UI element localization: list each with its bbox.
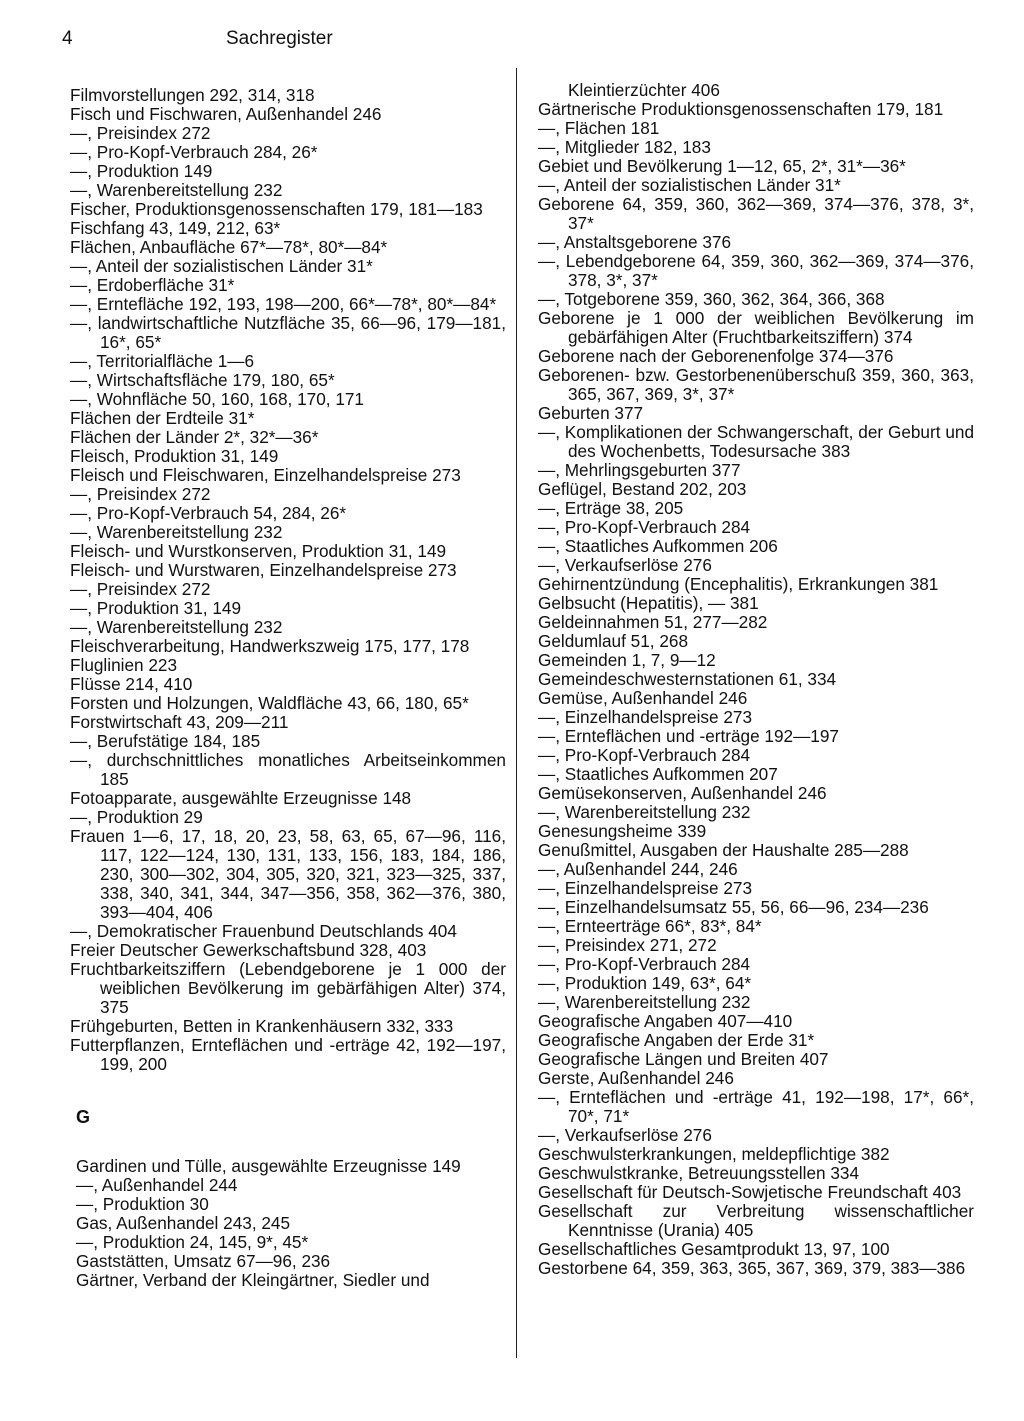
index-entry: —, Pro-Kopf-Verbrauch 284 bbox=[538, 517, 751, 537]
index-entry: Fleisch, Produktion 31, 149 bbox=[70, 446, 279, 466]
index-entry: —, Preisindex 271, 272 bbox=[538, 935, 717, 955]
index-entry: Gardinen und Tülle, ausgewählte Erzeugnisse 149 bbox=[76, 1156, 461, 1176]
index-entry: Fleisch- und Wurstwaren, Einzelhandelspreise 273 bbox=[70, 560, 457, 580]
index-entry: Flächen der Länder 2*, 32*—36* bbox=[70, 427, 319, 447]
index-entry: Gemeinden 1, 7, 9—12 bbox=[538, 650, 716, 670]
index-entry: —, Demokratischer Frauenbund Deutschlands 404 bbox=[70, 921, 457, 941]
index-entry: Genesungsheime 339 bbox=[538, 821, 707, 841]
index-entry: —, Warenbereitstellung 232 bbox=[538, 992, 751, 1012]
index-entry: Geografische Längen und Breiten 407 bbox=[538, 1049, 829, 1069]
index-entry: Gärtnerische Produktionsgenossenschaften 179, 181 bbox=[538, 99, 944, 119]
index-entry: Gesellschaft für Deutsch-Sowjetische Freundschaft 403 bbox=[538, 1182, 962, 1202]
index-entry: Gemüsekonserven, Außenhandel 246 bbox=[538, 783, 827, 803]
index-entry: —, Pro-Kopf-Verbrauch 54, 284, 26* bbox=[70, 503, 347, 523]
index-entry: Geografische Angaben der Erde 31* bbox=[538, 1030, 815, 1050]
column-divider bbox=[516, 68, 517, 1358]
index-entry: Geldeinnahmen 51, 277—282 bbox=[538, 612, 768, 632]
index-entry: Gesellschaft zur Verbreitung wissenschaftlicher Kenntnisse (Urania) 405 bbox=[538, 1201, 974, 1240]
index-entry: Flächen der Erdteile 31* bbox=[70, 408, 255, 428]
index-entry: —, Komplikationen der Schwangerschaft, der Geburt und des Wochenbetts, Todesursache 383 bbox=[538, 422, 974, 461]
index-entry: —, Ernteflächen und -erträge 41, 192—198, 17*, 66*, 70*, 71* bbox=[538, 1087, 974, 1126]
index-entry: —, Anstaltsgeborene 376 bbox=[538, 232, 732, 252]
index-column-right bbox=[538, 81, 974, 1278]
index-entry: Geburten 377 bbox=[538, 403, 644, 423]
page-number: 4 bbox=[62, 28, 73, 49]
index-entry: —, Erträge 38, 205 bbox=[538, 498, 684, 518]
index-entry: —, Verkaufserlöse 276 bbox=[538, 1125, 712, 1145]
index-entry: —, Totgeborene 359, 360, 362, 364, 366, 368 bbox=[538, 289, 885, 309]
index-entry: Fisch und Fischwaren, Außenhandel 246 bbox=[70, 104, 382, 124]
index-entry: Fleisch- und Wurstkonserven, Produktion 31, 149 bbox=[70, 541, 447, 561]
index-entry: Gerste, Außenhandel 246 bbox=[538, 1068, 734, 1088]
index-entry: Kleintierzüchter 406 bbox=[568, 80, 720, 100]
index-entry: Fleischverarbeitung, Handwerkszweig 175, 177, 178 bbox=[70, 636, 470, 656]
index-entry: Fluglinien 223 bbox=[70, 655, 178, 675]
index-entry: —, Staatliches Aufkommen 206 bbox=[538, 536, 778, 556]
index-entry: Gelbsucht (Hepatitis), — 381 bbox=[538, 593, 759, 613]
index-entry: Gesellschaftliches Gesamtprodukt 13, 97, 100 bbox=[538, 1239, 890, 1259]
index-entry: Fischfang 43, 149, 212, 63* bbox=[70, 218, 281, 238]
index-entry: Flüsse 214, 410 bbox=[70, 674, 193, 694]
index-entry: Geldumlauf 51, 268 bbox=[538, 631, 689, 651]
index-entry: —, Wirtschaftsfläche 179, 180, 65* bbox=[70, 370, 335, 390]
index-entry: —, Produktion 31, 149 bbox=[70, 598, 242, 618]
index-entry: Geschwulstkranke, Betreuungsstellen 334 bbox=[538, 1163, 860, 1183]
index-entry: Geflügel, Bestand 202, 203 bbox=[538, 479, 747, 499]
index-entry: Gebiet und Bevölkerung 1—12, 65, 2*, 31*—36* bbox=[538, 156, 906, 176]
index-entry: —, Einzelhandelspreise 273 bbox=[538, 707, 753, 727]
index-entry: —, Verkaufserlöse 276 bbox=[538, 555, 712, 575]
index-entry: Geborenen- bzw. Gestorbenenüberschuß 359, 360, 363, 365, 367, 369, 3*, 37* bbox=[538, 365, 974, 404]
index-entry: Gestorbene 64, 359, 363, 365, 367, 369, 379, 383—386 bbox=[538, 1258, 966, 1278]
index-entry: —, Warenbereitstellung 232 bbox=[70, 522, 283, 542]
index-entry: —, Warenbereitstellung 232 bbox=[70, 180, 283, 200]
index-entry: Gaststätten, Umsatz 67—96, 236 bbox=[76, 1251, 331, 1271]
index-entry: —, Ernteerträge 66*, 83*, 84* bbox=[538, 916, 762, 936]
index-entry: Geografische Angaben 407—410 bbox=[538, 1011, 793, 1031]
index-entry: —, Preisindex 272 bbox=[70, 484, 211, 504]
index-entry: Genußmittel, Ausgaben der Haushalte 285—288 bbox=[538, 840, 909, 860]
index-entry: —, Anteil der sozialistischen Länder 31* bbox=[538, 175, 841, 195]
index-entry: —, Lebendgeborene 64, 359, 360, 362—369, 374—376, 378, 3*, 37* bbox=[538, 251, 974, 290]
index-entry: Gärtner, Verband der Kleingärtner, Siedler und bbox=[76, 1270, 430, 1290]
index-entry: —, Produktion 30 bbox=[76, 1194, 209, 1214]
index-entry: Geborene je 1 000 der weiblichen Bevölkerung im gebärfähigen Alter (Fruchtbarkeitsziffern) 374 bbox=[538, 308, 974, 347]
index-entry: —, Preisindex 272 bbox=[70, 579, 211, 599]
index-entry: —, Warenbereitstellung 232 bbox=[70, 617, 283, 637]
index-entry: Fischer, Produktionsgenossenschaften 179, 181—183 bbox=[70, 199, 483, 219]
index-entry: Fleisch und Fleischwaren, Einzelhandelspreise 273 bbox=[70, 465, 461, 485]
index-entry: Geschwulsterkrankungen, meldepflichtige 382 bbox=[538, 1144, 890, 1164]
index-entry: —, Einzelhandelspreise 273 bbox=[538, 878, 753, 898]
index-entry: —, Anteil der sozialistischen Länder 31* bbox=[70, 256, 373, 276]
index-entry: Flächen, Anbaufläche 67*—78*, 80*—84* bbox=[70, 237, 388, 257]
index-entry: —, Pro-Kopf-Verbrauch 284, 26* bbox=[70, 142, 318, 162]
index-entry: —, Produktion 24, 145, 9*, 45* bbox=[76, 1232, 309, 1252]
index-entry: Freier Deutscher Gewerkschaftsbund 328, 403 bbox=[70, 940, 427, 960]
index-entry: —, durchschnittliches monatliches Arbeitseinkommen 185 bbox=[70, 750, 506, 789]
index-entry: —, Territorialfläche 1—6 bbox=[70, 351, 255, 371]
index-entry: —, Produktion 149 bbox=[70, 161, 213, 181]
index-entry: —, Erntefläche 192, 193, 198—200, 66*—78*, 80*—84* bbox=[70, 294, 497, 314]
index-entry: Gemüse, Außenhandel 246 bbox=[538, 688, 748, 708]
index-entry: —, Erdoberfläche 31* bbox=[70, 275, 235, 295]
section-letter: G bbox=[76, 1107, 91, 1127]
page-title: Sachregister bbox=[226, 28, 333, 49]
index-entry: Gas, Außenhandel 243, 245 bbox=[76, 1213, 291, 1233]
index-entry: Forsten und Holzungen, Waldfläche 43, 66, 180, 65* bbox=[70, 693, 469, 713]
index-entry: —, Produktion 29 bbox=[70, 807, 203, 827]
index-entry: —, Produktion 149, 63*, 64* bbox=[538, 973, 752, 993]
index-entry: Forstwirtschaft 43, 209—211 bbox=[70, 712, 289, 732]
index-entry: Futterpflanzen, Ernteflächen und -erträge 42, 192—197, 199, 200 bbox=[70, 1035, 506, 1074]
index-entry: Fruchtbarkeitsziffern (Lebendgeborene je 1 000 der weiblichen Bevölkerung im gebärfähigen Alter) 374, 375 bbox=[70, 959, 506, 1017]
index-entry: Geborene nach der Geborenenfolge 374—376 bbox=[538, 346, 894, 366]
index-entry: —, Flächen 181 bbox=[538, 118, 660, 138]
index-column-left bbox=[70, 86, 506, 1290]
index-entry: —, Außenhandel 244 bbox=[76, 1175, 238, 1195]
index-entry: —, Pro-Kopf-Verbrauch 284 bbox=[538, 745, 751, 765]
index-entry: Geborene 64, 359, 360, 362—369, 374—376, 378, 3*, 37* bbox=[538, 194, 974, 233]
index-entry: —, Berufstätige 184, 185 bbox=[70, 731, 261, 751]
index-entry: —, Staatliches Aufkommen 207 bbox=[538, 764, 778, 784]
index-entry: —, Wohnfläche 50, 160, 168, 170, 171 bbox=[70, 389, 364, 409]
index-entry: —, Einzelhandelsumsatz 55, 56, 66—96, 234—236 bbox=[538, 897, 929, 917]
index-entry: Frauen 1—6, 17, 18, 20, 23, 58, 63, 65, 67—96, 116, 117, 122—124, 130, 131, 133, 156, 183, 184, 186, 230, 300—302, 304, 305, 320, 321, 323—325, 337, 338, 340, 341, 344, 347—356, 358, 362—376, 380, 393—404, 406 bbox=[70, 826, 506, 922]
index-entry: —, Ernteflächen und -erträge 192—197 bbox=[538, 726, 839, 746]
index-entry: —, Mitglieder 182, 183 bbox=[538, 137, 711, 157]
index-entry: —, Preisindex 272 bbox=[70, 123, 211, 143]
index-entry: —, Pro-Kopf-Verbrauch 284 bbox=[538, 954, 751, 974]
index-entry: —, Mehrlingsgeburten 377 bbox=[538, 460, 741, 480]
index-entry: —, Warenbereitstellung 232 bbox=[538, 802, 751, 822]
index-entry: Filmvorstellungen 292, 314, 318 bbox=[70, 85, 315, 105]
index-entry: —, landwirtschaftliche Nutzfläche 35, 66—96, 179—181, 16*, 65* bbox=[70, 313, 506, 352]
index-entry: —, Außenhandel 244, 246 bbox=[538, 859, 738, 879]
index-entry: Gemeindeschwesternstationen 61, 334 bbox=[538, 669, 837, 689]
index-entry: Fotoapparate, ausgewählte Erzeugnisse 148 bbox=[70, 788, 412, 808]
index-entry: Gehirnentzündung (Encephalitis), Erkrankungen 381 bbox=[538, 574, 939, 594]
index-entry: Frühgeburten, Betten in Krankenhäusern 332, 333 bbox=[70, 1016, 454, 1036]
